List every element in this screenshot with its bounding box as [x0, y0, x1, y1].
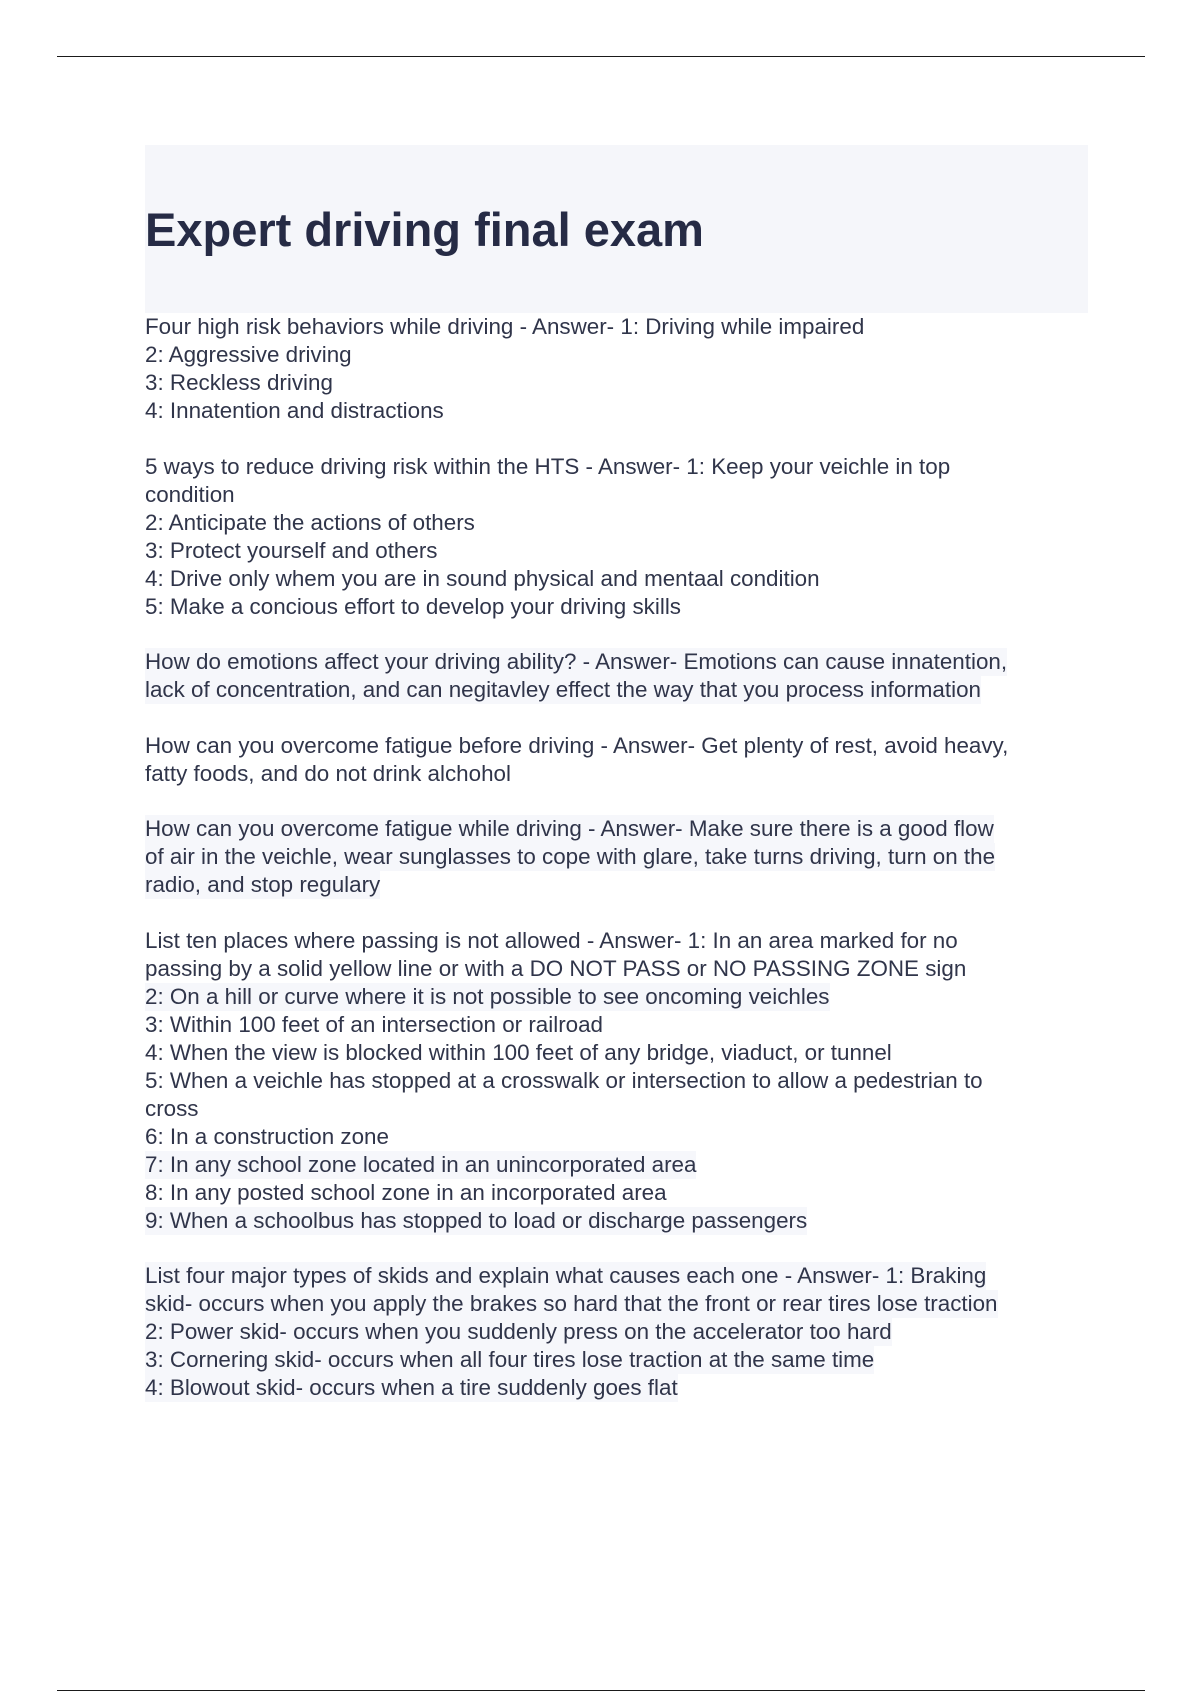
qa-line: skid- occurs when you apply the brakes so hard that the front or rear tires lose traction — [145, 1291, 998, 1316]
qa-line: 6: In a construction zone — [145, 1123, 389, 1149]
qa-item — [145, 453, 1095, 621]
qa-line: List ten places where passing is not allowed - Answer- 1: In an area marked for no — [145, 927, 958, 953]
qa-item — [145, 815, 1095, 899]
qa-line: 7: In any school zone located in an unincorporated area — [145, 1151, 697, 1177]
qa-item — [145, 927, 1095, 1235]
qa-line: 5: Make a concious effort to develop your driving skills — [145, 593, 681, 619]
qa-item — [145, 1262, 1095, 1402]
qa-line: How do emotions affect your driving ability? - Answer- Emotions can cause innatention, — [145, 649, 1008, 674]
qa-line: 2: Anticipate the actions of others — [145, 509, 475, 535]
qa-list — [145, 313, 1095, 1430]
qa-line: 3: Reckless driving — [145, 370, 333, 395]
qa-line: 2: On a hill or curve where it is not possible to see oncoming veichles — [145, 983, 830, 1009]
qa-line: How can you overcome fatigue before driving - Answer- Get plenty of rest, avoid heavy, — [145, 732, 1009, 758]
qa-line: 3: Within 100 feet of an intersection or railroad — [145, 1011, 604, 1037]
qa-line: 3: Protect yourself and others — [145, 537, 438, 563]
footer-rule — [57, 1690, 1145, 1691]
qa-line: condition — [145, 481, 235, 507]
qa-line: of air in the veichle, wear sunglasses to cope with glare, take turns driving, turn on the — [145, 844, 996, 869]
qa-line: 3: Cornering skid- occurs when all four tires lose traction at the same time — [145, 1347, 875, 1372]
qa-item — [145, 313, 1095, 425]
qa-line: 2: Power skid- occurs when you suddenly press on the accelerator too hard — [145, 1319, 892, 1344]
qa-line: 5: When a veichle has stopped at a crosswalk or intersection to allow a pedestrian to — [145, 1067, 983, 1093]
qa-line: radio, and stop regulary — [145, 872, 381, 897]
qa-line: passing by a solid yellow line or with a DO NOT PASS or NO PASSING ZONE sign — [145, 955, 967, 981]
qa-line: 8: In any posted school zone in an incorporated area — [145, 1179, 667, 1205]
qa-line: 4: Drive only whem you are in sound physical and mentaal condition — [145, 565, 820, 591]
qa-line: cross — [145, 1095, 199, 1121]
qa-line: 4: When the view is blocked within 100 feet of any bridge, viaduct, or tunnel — [145, 1039, 892, 1065]
qa-item — [145, 732, 1095, 788]
qa-item — [145, 648, 1095, 704]
qa-line: 4: Blowout skid- occurs when a tire suddenly goes flat — [145, 1375, 678, 1400]
qa-line: 4: Innatention and distractions — [145, 398, 444, 423]
qa-line: Four high risk behaviors while driving - Answer- 1: Driving while impaired — [145, 314, 865, 339]
qa-line: List four major types of skids and explain what causes each one - Answer- 1: Braking — [145, 1263, 987, 1288]
header-rule — [57, 56, 1145, 57]
qa-line: 9: When a schoolbus has stopped to load or discharge passengers — [145, 1207, 808, 1233]
qa-line: 5 ways to reduce driving risk within the HTS - Answer- 1: Keep your veichle in top — [145, 453, 951, 479]
qa-line: lack of concentration, and can negitavley effect the way that you process information — [145, 677, 981, 702]
qa-line: How can you overcome fatigue while driving - Answer- Make sure there is a good flow — [145, 816, 994, 841]
document-title: Expert driving final exam — [145, 203, 704, 256]
qa-line: 2: Aggressive driving — [145, 342, 352, 367]
qa-line: fatty foods, and do not drink alchohol — [145, 760, 511, 786]
